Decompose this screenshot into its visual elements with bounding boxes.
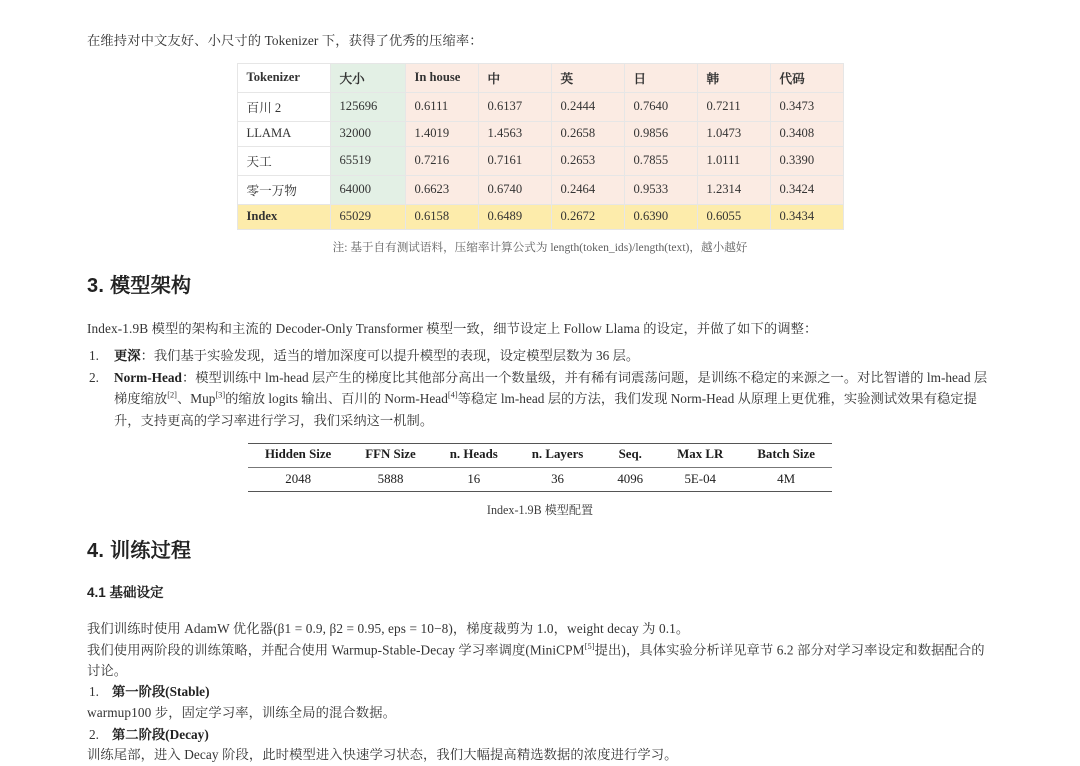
cell-en: 0.2444 <box>551 92 624 121</box>
cell-en: 0.2464 <box>551 175 624 204</box>
cell-batch-size: 4M <box>740 468 832 492</box>
cell-ko: 1.0111 <box>697 146 770 175</box>
th-batch-size: Batch Size <box>740 444 832 468</box>
para2-part1: 我们使用两阶段的训练策略，并配合使用 Warmup-Stable-Decay 学习率调度(MiniCPM <box>87 642 585 658</box>
cell-zh: 0.7161 <box>478 146 551 175</box>
cell-seq: 4096 <box>600 468 660 492</box>
para2-part2: 提出)，具体实验分析详见章节 6.2 部分对学习率设定和数据配合的讨论。 <box>87 642 985 678</box>
th-n-layers: n. Layers <box>515 444 601 468</box>
stage-2-body: 训练尾部，进入 Decay 阶段，此时模型进入快速学习状态，我们大幅提高精选数据的浓度进行学习。 <box>87 747 678 763</box>
th-hidden-size: Hidden Size <box>248 444 348 468</box>
document-content <box>87 30 993 766</box>
cell-en: 0.2672 <box>551 204 624 229</box>
stage-title: 第二阶段(Decay) <box>112 726 209 742</box>
stage-title: 第一阶段(Stable) <box>112 684 210 700</box>
list-item-lead: Norm-Head <box>114 369 182 385</box>
tokenizer-table-note: 注: 基于自有测试语料，压缩率计算公式为 length(token_ids)/length(text)，越小越好 <box>332 240 748 254</box>
cell-code: 0.3390 <box>770 146 843 175</box>
cell-ko: 0.6055 <box>697 204 770 229</box>
cell-ja: 0.6390 <box>624 204 697 229</box>
cell-code: 0.3408 <box>770 121 843 146</box>
cell-zh: 0.6740 <box>478 175 551 204</box>
th-max-lr: Max LR <box>660 444 740 468</box>
cell-ja: 0.9856 <box>624 121 697 146</box>
list-item-lead: 更深 <box>114 348 141 364</box>
intro-paragraph: 在维持对中文友好、小尺寸的 Tokenizer 下，获得了优秀的压缩率： <box>87 33 483 48</box>
cell-tokenizer-name: 百川 2 <box>237 92 330 121</box>
cell-tokenizer-name: 零一万物 <box>237 175 330 204</box>
list-item-body-1: ：模型训练中 lm-head 层产生的梯度比其他部分高出一个数量级，并有稀有词震荡问题，是训练不稳定的来源之一。对比智谱的 lm-head 层梯度缩放 <box>114 369 988 407</box>
table-row <box>237 92 843 121</box>
cell-zh: 0.6137 <box>478 92 551 121</box>
config-table-caption: Index-1.9B 模型配置 <box>486 503 594 518</box>
cell-ko: 0.7211 <box>697 92 770 121</box>
th-size: 大小 <box>330 63 405 92</box>
cell-code: 0.3424 <box>770 175 843 204</box>
th-ja: 日 <box>624 63 697 92</box>
cell-tokenizer-name: Index <box>237 204 330 229</box>
config-table-container <box>87 443 993 492</box>
section-heading-4: 4. 训练过程 <box>87 540 192 563</box>
list-item <box>87 367 993 432</box>
cell-ja: 0.9533 <box>624 175 697 204</box>
table-row <box>237 146 843 175</box>
cell-size: 32000 <box>330 121 405 146</box>
training-stages-list <box>87 681 993 703</box>
list-item <box>87 345 993 367</box>
th-code: 代码 <box>770 63 843 92</box>
list-item-body-2: 、Mup <box>176 391 216 407</box>
cell-hidden-size: 2048 <box>248 468 348 492</box>
section4-para-1: 我们训练时使用 AdamW 优化器(β1 = 0.9, β2 = 0.95, eps = 10−8)，梯度裁剪为 1.0，weight decay 为 0.1。 <box>87 621 690 637</box>
cell-ffn-size: 5888 <box>348 468 432 492</box>
stage-1-body: warmup100 步，固定学习率，训练全局的混合数据。 <box>87 704 396 720</box>
cell-size: 125696 <box>330 92 405 121</box>
cell-ja: 0.7855 <box>624 146 697 175</box>
cell-code: 0.3473 <box>770 92 843 121</box>
th-in-house: In house <box>405 63 478 92</box>
cell-max-lr: 5E-04 <box>660 468 740 492</box>
cell-in-house: 0.6111 <box>405 92 478 121</box>
section-heading-3: 3. 模型架构 <box>87 274 192 297</box>
th-ffn-size: FFN Size <box>348 444 432 468</box>
th-zh: 中 <box>478 63 551 92</box>
cell-n-heads: 16 <box>433 468 515 492</box>
tokenizer-table <box>237 63 844 230</box>
cell-n-layers: 36 <box>515 468 601 492</box>
cell-ja: 0.7640 <box>624 92 697 121</box>
section3-intro: Index-1.9B 模型的架构和主流的 Decoder-Only Transformer 模型一致，细节设定上 Follow Llama 的设定，并做了如下的调整： <box>87 320 818 336</box>
th-tokenizer: Tokenizer <box>237 63 330 92</box>
tokenizer-table-container <box>87 63 993 230</box>
config-value-row <box>248 468 832 492</box>
reference-marker-4: [4] <box>447 390 458 400</box>
list-item <box>87 724 993 746</box>
list-item-body: ：我们基于实验发现，适当的增加深度可以提升模型的表现，设定模型层数为 36 层。 <box>140 348 640 364</box>
cell-in-house: 0.6158 <box>405 204 478 229</box>
cell-ko: 1.2314 <box>697 175 770 204</box>
list-item-body-3: 的缩放 logits 输出、百川的 Norm-Head <box>225 391 448 407</box>
th-n-heads: n. Heads <box>433 444 515 468</box>
section3-list <box>87 345 993 431</box>
cell-code: 0.3434 <box>770 204 843 229</box>
cell-ko: 1.0473 <box>697 121 770 146</box>
cell-tokenizer-name: LLAMA <box>237 121 330 146</box>
cell-size: 65519 <box>330 146 405 175</box>
cell-en: 0.2653 <box>551 146 624 175</box>
subsection-heading-4-1: 4.1 基础设定 <box>87 585 164 601</box>
training-stages-list-2 <box>87 724 993 746</box>
table-row-highlighted <box>237 204 843 229</box>
reference-marker-2: [2] <box>167 390 177 400</box>
th-ko: 韩 <box>697 63 770 92</box>
cell-en: 0.2658 <box>551 121 624 146</box>
cell-tokenizer-name: 天工 <box>237 146 330 175</box>
list-item-body-4: 等稳定 lm-head 层的方法，我们发现 Norm-Head 从原理上更优雅，实验测试效果有稳定提升，支持更高的学习率进行学习，我们采纳这一机制。 <box>114 391 977 428</box>
table-row <box>237 121 843 146</box>
table-row <box>237 175 843 204</box>
table-header-row <box>237 63 843 92</box>
cell-size: 64000 <box>330 175 405 204</box>
model-config-table <box>248 443 832 492</box>
cell-in-house: 0.6623 <box>405 175 478 204</box>
section4-para-2 <box>87 640 993 682</box>
cell-zh: 1.4563 <box>478 121 551 146</box>
cell-in-house: 0.7216 <box>405 146 478 175</box>
th-seq: Seq. <box>600 444 660 468</box>
cell-in-house: 1.4019 <box>405 121 478 146</box>
list-item <box>87 681 993 703</box>
cell-zh: 0.6489 <box>478 204 551 229</box>
config-header-row <box>248 444 832 468</box>
reference-marker-5: [5] <box>584 641 595 651</box>
th-en: 英 <box>551 63 624 92</box>
cell-size: 65029 <box>330 204 405 229</box>
reference-marker-3: [3] <box>215 390 226 400</box>
